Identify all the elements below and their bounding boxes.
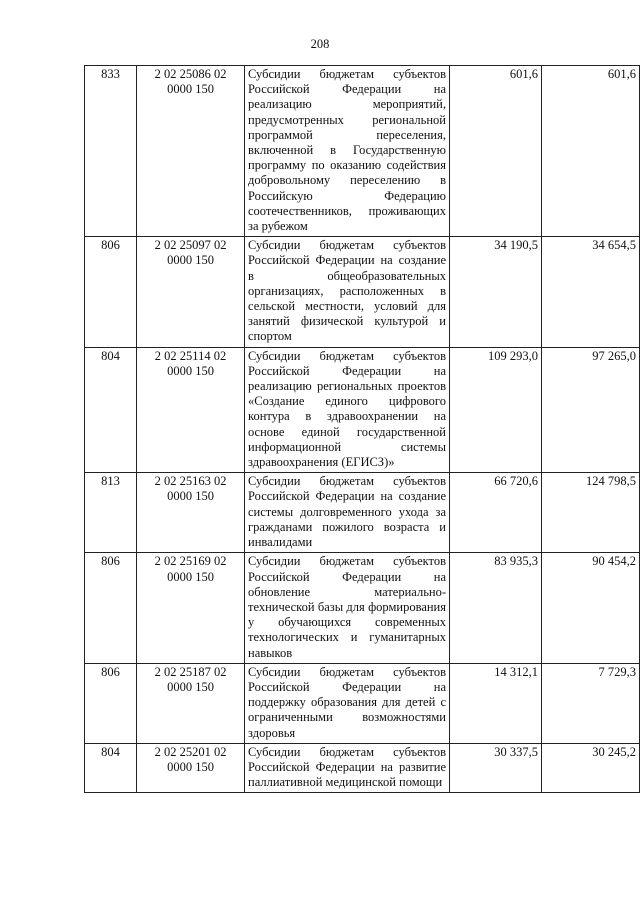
classification-code-line: 2 02 25097 02: [154, 238, 227, 253]
classification-code-line: 0000 150: [167, 759, 214, 774]
budget-table: [84, 65, 640, 793]
revenue-name-cell: Субсидии бюджетам субъектов Российской Федерации на реализацию региональных проектов «Создание единого цифрового контура в здравоохранении на основе единой государственной информационной системы здравоохранения (ЕГИСЗ)»: [245, 347, 450, 473]
revenue-name-cell: Субсидии бюджетам субъектов Российской Федерации на развитие паллиативной медицинской помощи: [245, 743, 450, 793]
classification-code-cell: [137, 473, 245, 553]
table-row: [85, 347, 640, 473]
classification-code-line: 0000 150: [167, 253, 214, 268]
classification-code-line: 2 02 25163 02: [154, 474, 227, 489]
classification-code-cell: [137, 553, 245, 663]
table-row: [85, 553, 640, 663]
classification-code-cell: [137, 347, 245, 473]
amount-year1-cell: 83 935,3: [450, 553, 542, 663]
revenue-name-cell: Субсидии бюджетам субъектов Российской Федерации на поддержку образования для детей с ограниченными возможностями здоровья: [245, 663, 450, 743]
budget-table-body: [85, 66, 640, 793]
classification-code-cell: [137, 663, 245, 743]
amount-year1-cell: 30 337,5: [450, 743, 542, 793]
revenue-name-cell: Субсидии бюджетам субъектов Российской Федерации на создание в общеобразовательных организациях, расположенных в сельской местности, условий для занятий физической культурой и спортом: [245, 237, 450, 347]
table-row: [85, 473, 640, 553]
amount-year1-cell: 601,6: [450, 66, 542, 237]
classification-code-line: 2 02 25201 02: [154, 744, 227, 759]
classification-code-line: 2 02 25114 02: [154, 348, 227, 363]
classification-code-cell: [137, 66, 245, 237]
admin-code-cell: 804: [85, 347, 137, 473]
table-row: [85, 237, 640, 347]
table-row: [85, 743, 640, 793]
classification-code-line: 0000 150: [167, 489, 214, 504]
admin-code-cell: 806: [85, 553, 137, 663]
classification-code-line: 2 02 25169 02: [154, 554, 227, 569]
revenue-name-cell: Субсидии бюджетам субъектов Российской Федерации на обновление материально-технической базы для формирования у обучающихся современных технологических и гуманитарных навыков: [245, 553, 450, 663]
classification-code-cell: [137, 237, 245, 347]
classification-code-line: 2 02 25187 02: [154, 664, 227, 679]
amount-year1-cell: 66 720,6: [450, 473, 542, 553]
amount-year2-cell: 97 265,0: [542, 347, 640, 473]
amount-year1-cell: 14 312,1: [450, 663, 542, 743]
admin-code-cell: 833: [85, 66, 137, 237]
admin-code-cell: 806: [85, 237, 137, 347]
amount-year2-cell: 124 798,5: [542, 473, 640, 553]
amount-year1-cell: 109 293,0: [450, 347, 542, 473]
admin-code-cell: 813: [85, 473, 137, 553]
classification-code-line: 0000 150: [167, 82, 214, 97]
classification-code-line: 0000 150: [167, 363, 214, 378]
amount-year2-cell: 601,6: [542, 66, 640, 237]
classification-code-cell: [137, 743, 245, 793]
amount-year2-cell: 34 654,5: [542, 237, 640, 347]
amount-year1-cell: 34 190,5: [450, 237, 542, 347]
table-row: [85, 663, 640, 743]
revenue-name-cell: Субсидии бюджетам субъектов Российской Федерации на реализацию мероприятий, предусмотренных региональной программой переселения, включенной в Государственную программу по оказанию содействия добровольному переселению в Российскую Федерацию соотечественников, проживающих за рубежом: [245, 66, 450, 237]
classification-code-line: 0000 150: [167, 679, 214, 694]
classification-code-line: 0000 150: [167, 569, 214, 584]
amount-year2-cell: 90 454,2: [542, 553, 640, 663]
revenue-name-cell: Субсидии бюджетам субъектов Российской Федерации на создание системы долговременного ухода за гражданами пожилого возраста и инвалидами: [245, 473, 450, 553]
page-number: 208: [310, 37, 330, 51]
admin-code-cell: 804: [85, 743, 137, 793]
amount-year2-cell: 7 729,3: [542, 663, 640, 743]
amount-year2-cell: 30 245,2: [542, 743, 640, 793]
admin-code-cell: 806: [85, 663, 137, 743]
table-row: [85, 66, 640, 237]
classification-code-line: 2 02 25086 02: [154, 67, 227, 81]
